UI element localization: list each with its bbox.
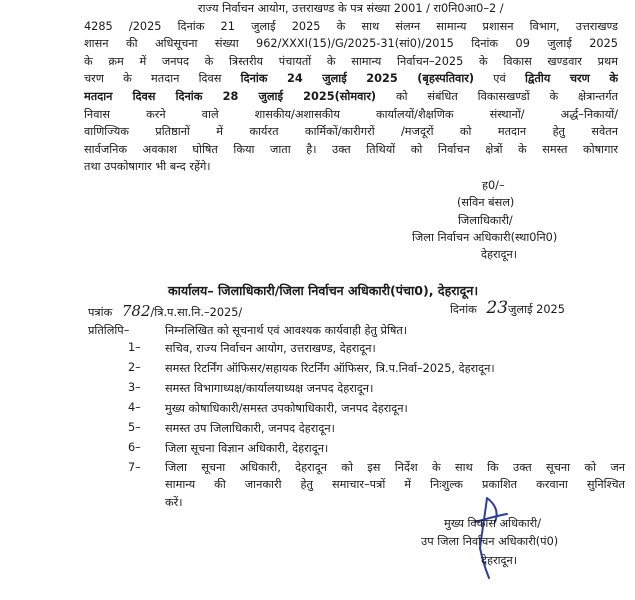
list-number: 6– (128, 441, 141, 454)
second-phase-label: द्वितीय चरण के (524, 72, 618, 86)
list-item-line: सामान्य की जानकारी हेतु समाचार–पत्रों में निःशुल्क प्रकाशित करवाना सुनिश्चित (165, 478, 625, 492)
para-text: एवं (474, 72, 525, 86)
para-line: तथा उपकोषागार भी बन्द रहेंगे। (84, 160, 211, 174)
patrank-label: पत्रांक (88, 306, 113, 319)
signatory-name: (सविन बंसल) (457, 196, 515, 209)
para-line (84, 70, 618, 88)
date-line (450, 300, 565, 318)
list-number: 7– (128, 461, 141, 474)
list-item: समस्त उप जिलाधिकारी, जनपद देहरादून। (165, 422, 335, 435)
office-heading: कार्यालय– जिलाधिकारी/जिला निर्वाचन अधिकारी(पंचा0), देहरादून। (168, 283, 479, 298)
list-number: 4– (128, 401, 141, 414)
list-item: समस्त रिटर्निंग ऑफिसर/सहायक रिटर्निंग ऑफिसर, त्रि.प.निर्वा–2025, देहरादून। (165, 362, 495, 375)
signatory-designation: जिलाधिकारी/ (458, 214, 513, 227)
date-label: दिनांक (450, 303, 477, 316)
date-rest: जुलाई 2025 (508, 303, 565, 316)
date-day: 23 (486, 298, 509, 318)
reference-line (88, 303, 242, 321)
para-text: को संबंधित विकासखण्डों के क्षेत्रान्तर्गत (376, 89, 618, 103)
para-line: 4285 /2025 दिनांक 21 जुलाई 2025 के साथ संलग्न सामान्य प्रशासन विभाग, उत्तराखण्ड (84, 19, 618, 33)
para-line: सार्वजनिक अवकाश घोषित किया जाता है। उक्त तिथियों को निर्वाचन क्षेत्रों के समस्त कोषागार (84, 142, 618, 156)
first-phase-date: दिनांक 24 जुलाई 2025 (बृहस्पतिवार) (240, 72, 475, 86)
list-number: 5– (128, 421, 141, 434)
cdo-designation: उप जिला निर्वाचन अधिकारी(पं0) (421, 535, 559, 548)
list-number: 1– (128, 341, 141, 354)
para-line: निवास करने वाले शासकीय/अशासकीय कार्यालयों/शैक्षणिक संस्थानों/ अर्द्ध–निकायों/ (84, 107, 618, 121)
list-item: जिला सूचना विज्ञान अधिकारी, देहरादून। (165, 442, 329, 455)
list-number: 3– (128, 381, 141, 394)
list-item: मुख्य कोषाधिकारी/समस्त उपकोषाधिकारी, जनपद देहरादून। (165, 402, 408, 415)
patrank-number: 782 (121, 302, 151, 320)
copy-to-intro: निम्नलिखित को सूचनार्थ एवं आवश्यक कार्यवाही हेतु प्रेषित। (165, 324, 408, 337)
signed-mark: ह0/– (482, 179, 505, 192)
list-item (165, 459, 625, 511)
list-item: समस्त विभागाध्यक्ष/कार्यालयाध्यक्ष जनपद देहरादून। (165, 382, 374, 395)
para-line: शासन की अधिसूचना संख्या 962/XXXI(15)/G/2025-31(सां0)/2015 दिनांक 09 जुलाई 2025 (84, 37, 618, 51)
second-phase-date: मतदान दिवस दिनांक 28 जुलाई 2025(सोमवार) (84, 89, 377, 103)
para-line: राज्य निर्वाचन आयोग, उत्तराखण्ड के पत्र संख्या 2001 / रा0नि0आ0–2 / (198, 2, 504, 15)
list-item-line: करें। (165, 495, 183, 509)
para-line (84, 88, 618, 106)
list-item-line: जिला सूचना अधिकारी, देहरादून को इस निर्देश के साथ कि उक्त सूचना को जन (165, 461, 625, 474)
patrank-rest: /त्रि.प.सा.नि.–2025/ (150, 306, 243, 319)
para-line: वाणिज्यिक प्रतिष्ठानों में कार्यरत कार्मिकों/कारीगरों /मजदूरों को मतदान हेतु सवेतन (84, 125, 618, 139)
order-paragraph (84, 0, 618, 176)
signatory-designation: जिला निर्वाचन अधिकारी(स्था0नि0) (412, 231, 558, 244)
list-number: 2– (128, 361, 141, 374)
list-item: सचिव, राज्य निर्वाचन आयोग, उत्तराखण्ड, देहरादून। (165, 342, 376, 355)
cdo-designation: मुख्य विकास अधिकारी/ (444, 517, 542, 530)
para-line: के क्रम में जनपद के त्रिस्तरीय पंचायतों के सामान्य निर्वाचन–2025 के विकास खण्डवार प्रथम (84, 54, 618, 68)
cdo-place: देहरादून। (481, 554, 518, 567)
para-text: चरण के मतदान दिवस (84, 72, 241, 86)
copy-to-label: प्रतिलिपि– (88, 324, 130, 337)
signatory-place: देहरादून। (481, 248, 518, 261)
